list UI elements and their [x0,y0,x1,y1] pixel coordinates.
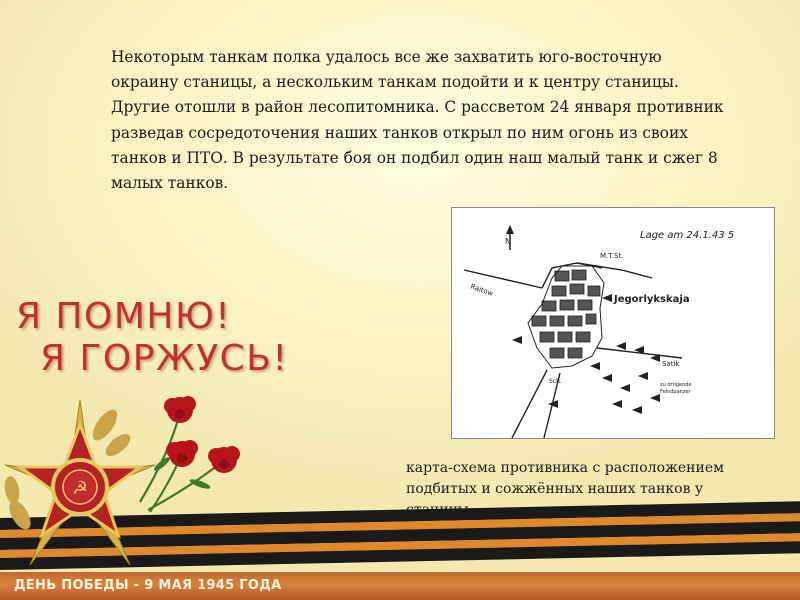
tank-marker-icon [632,406,642,414]
carnation-flowers-icon [110,392,250,522]
tank-marker-icon [602,294,612,302]
tank-marker-icon [616,342,626,350]
label-raitow: Raitow [469,282,495,298]
tank-marker-icon [590,362,600,370]
tank-marker-icon [650,394,660,402]
tank-marker-icon [620,384,630,392]
north-label: N [505,237,511,246]
footer-text: ДЕНЬ ПОБЕДЫ - 9 МАЯ 1945 ГОДА [14,578,282,593]
town-label: Jegorlykskaja [614,294,690,305]
tank-marker-icon [512,336,522,344]
slogan-line-1: Я ПОМНЮ! [16,296,232,337]
north-arrow-icon [505,225,514,250]
label-note-1: zu ortigende [660,382,692,388]
map-caption: карта-схема противника с расположением подбитых и сожжённых наших танков у станицы [406,460,725,518]
label-satik: Satik [662,360,680,368]
enemy-map-scheme [451,207,775,439]
slogan-line-2: Я ГОРЖУСЬ! [40,338,289,379]
body-text: Некоторым танкам полка удалось все же захватить юго-восточную окраину станицы, а нескольким танкам подойти и к центру станицы. Другие отошли в район лесопитомника. С рассветом 24 января противник разведав сосредоточения наших танков открыл по ним огонь из своих танков и ПТО. В результате боя он подбил один наш малый танк и сжег 8 малых танков. [111,48,724,193]
svg-text:☭: ☭ [71,478,89,499]
label-note-2: Feindpanzer [660,389,691,395]
tank-marker-icon [602,374,612,382]
label-sch: Sch. [549,378,562,385]
tank-marker-icon [612,400,622,408]
tank-marker-icon [638,372,648,380]
map-header: Lage am 24.1.43 5 [640,230,735,241]
label-mts: M.T.St. [600,252,624,260]
